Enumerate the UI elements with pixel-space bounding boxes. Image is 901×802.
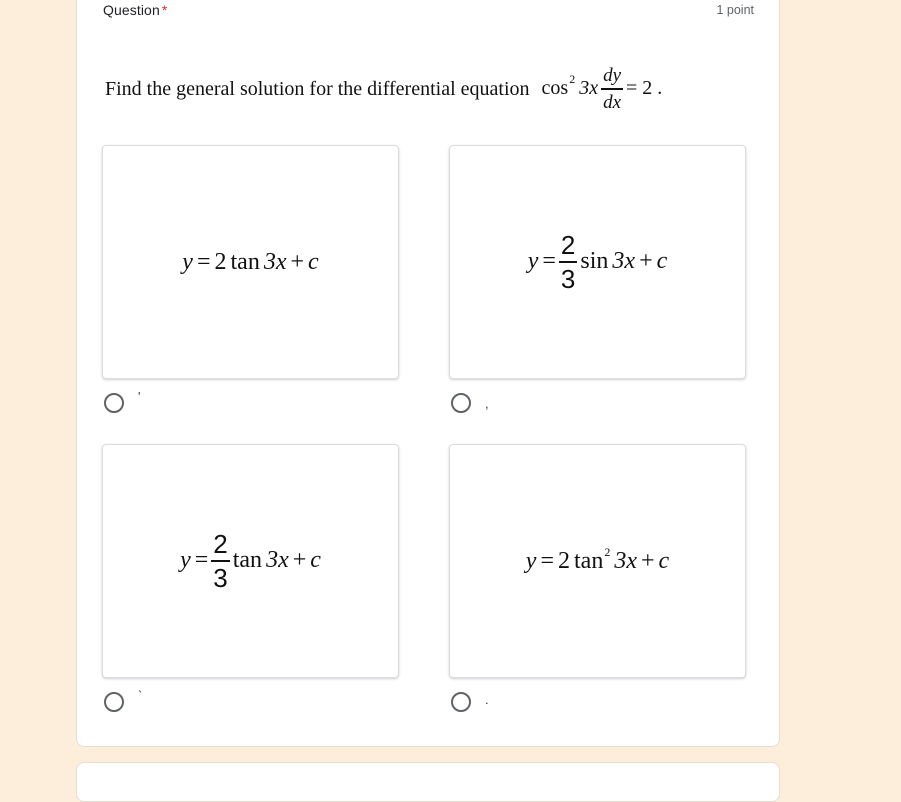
option-d-label: . [485, 692, 489, 707]
option-b-equation [527, 230, 668, 294]
points-label: 1 point [716, 3, 754, 17]
option-b-radio[interactable] [451, 393, 471, 413]
opt-arg: 3x [263, 248, 287, 275]
opt-const: c [308, 248, 319, 275]
opt-eq: = [196, 248, 211, 275]
prompt-text: Find the general solution for the differential equation [105, 77, 530, 100]
option-c-label: ` [138, 688, 143, 703]
opt-func: tan [232, 547, 263, 574]
opt-lhs: y [527, 248, 539, 275]
opt-exponent: 2 [604, 544, 611, 559]
option-c-image[interactable] [102, 444, 399, 678]
eq-den: dx [603, 91, 622, 113]
required-marker: * [161, 2, 168, 18]
opt-num: 2 [213, 529, 228, 560]
option-d-image[interactable] [449, 444, 746, 678]
prompt-equation [542, 66, 663, 111]
opt-plus: + [639, 248, 653, 275]
question-title [103, 2, 167, 18]
question-title-text: Question [103, 2, 160, 18]
opt-lhs: y [182, 248, 193, 275]
eq-num: dy [603, 65, 622, 87]
opt-coef: 2 [214, 248, 227, 275]
option-a-radio[interactable] [104, 393, 124, 413]
question-prompt [105, 60, 662, 118]
opt-lhs: y [180, 547, 191, 574]
opt-arg: 3x [266, 547, 289, 574]
option-a-image[interactable] [102, 145, 399, 379]
opt-fraction [559, 230, 577, 294]
option-d-radio[interactable] [451, 692, 471, 712]
opt-plus: + [290, 248, 305, 275]
opt-plus: + [640, 547, 655, 574]
opt-fraction [211, 529, 229, 593]
opt-den: 3 [560, 263, 576, 294]
opt-const: c [656, 248, 668, 275]
opt-eq: = [540, 547, 554, 574]
opt-func: sin [580, 248, 609, 275]
option-d-equation [525, 544, 670, 575]
opt-arg: 3x [614, 547, 637, 574]
opt-arg: 3x [612, 248, 636, 275]
opt-lhs: y [525, 547, 537, 574]
eq-exponent: 2 [569, 72, 576, 87]
eq-derivative [601, 66, 623, 111]
opt-func: tan [574, 547, 604, 574]
option-b-label: , [485, 396, 489, 411]
next-question-card [76, 762, 780, 802]
opt-plus: + [292, 547, 307, 574]
option-a-equation [182, 249, 318, 276]
option-c-equation [180, 529, 321, 593]
opt-func: tan [230, 248, 260, 275]
opt-const: c [658, 547, 670, 574]
eq-rhs: = 2 . [626, 77, 663, 100]
option-b-image[interactable] [449, 145, 746, 379]
option-a-label: ' [138, 389, 141, 404]
opt-coef: 2 [558, 547, 570, 574]
opt-den: 3 [213, 562, 228, 593]
opt-num: 2 [560, 230, 576, 261]
opt-const: c [310, 547, 321, 574]
opt-eq: = [542, 248, 556, 275]
opt-eq: = [194, 547, 209, 574]
eq-arg: 3x [579, 77, 599, 100]
eq-func: cos [541, 77, 569, 100]
option-c-radio[interactable] [104, 692, 124, 712]
